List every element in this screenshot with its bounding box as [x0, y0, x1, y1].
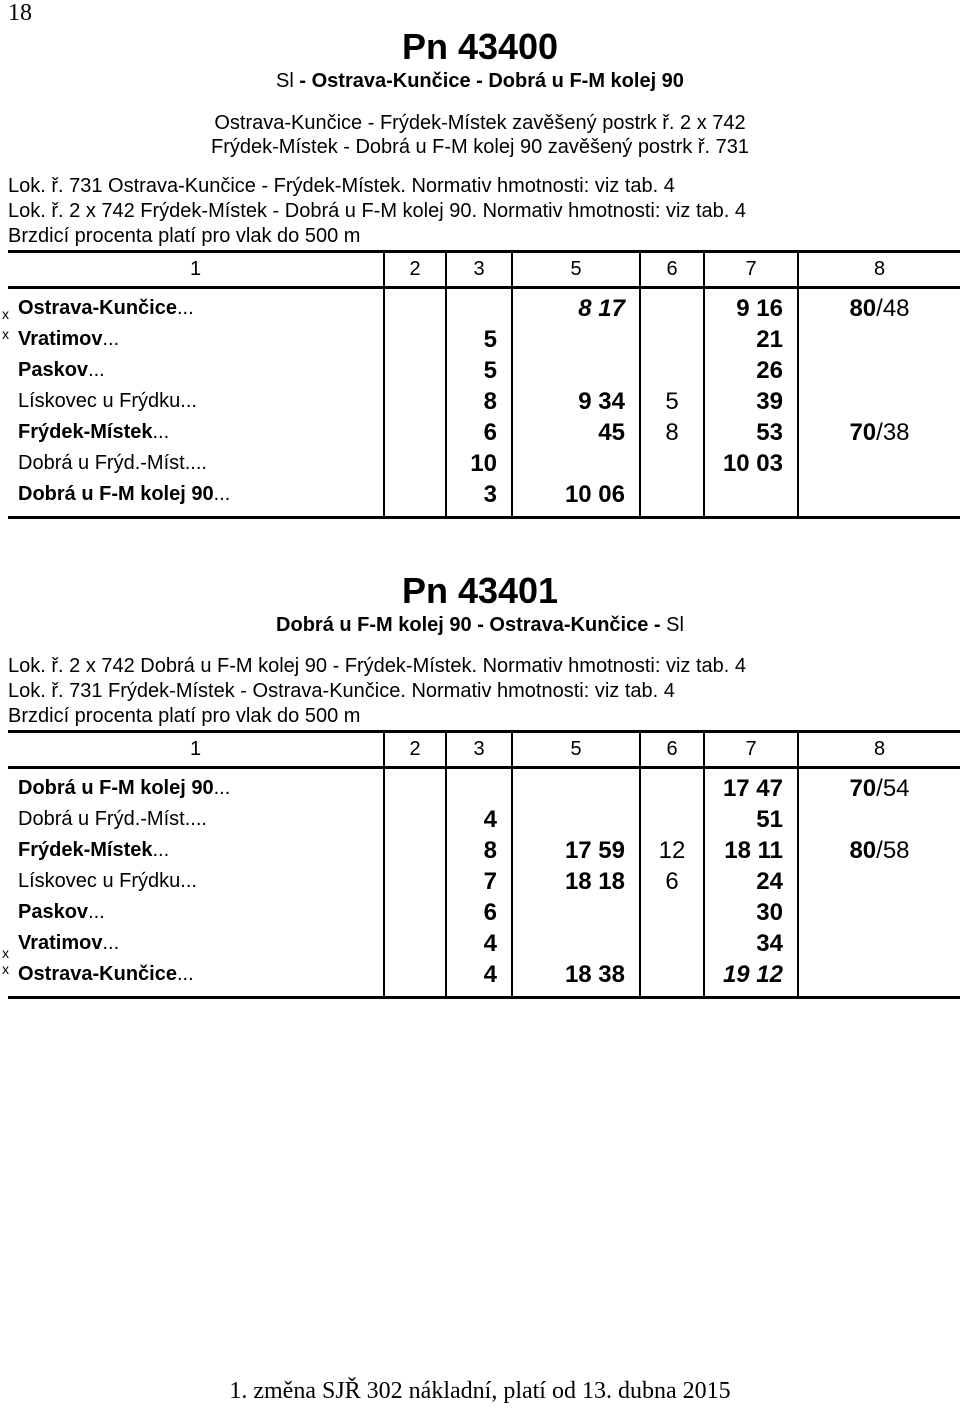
col-7-cell: 53	[704, 417, 798, 448]
col-3-cell: 4	[446, 804, 512, 835]
train-info-1c: Brzdicí procenta platí pro vlak do 500 m	[8, 225, 361, 247]
column-header-2: 2	[384, 252, 446, 288]
timetable-row	[8, 417, 960, 448]
col-6-cell: 5	[640, 386, 704, 417]
page-number: 18	[8, 0, 32, 26]
col-3-cell: 10	[446, 448, 512, 479]
col-5-cell	[512, 324, 640, 355]
col-6-cell	[640, 479, 704, 518]
station-mark: x	[2, 945, 9, 961]
train-title-1: Pn 43400	[401, 26, 559, 67]
col-3-cell: 5	[446, 355, 512, 386]
col-3-cell: 8	[446, 386, 512, 417]
timetable-row	[8, 448, 960, 479]
station-name: Lískovec u Frýdku	[18, 870, 181, 892]
col-3-cell: 4	[446, 928, 512, 959]
timetable-header	[8, 732, 960, 768]
station-name: Paskov	[18, 359, 89, 381]
col-3-cell	[446, 768, 512, 805]
col-8-cell	[798, 804, 960, 835]
train-info-1b: Lok. ř. 2 x 742 Frýdek-Místek - Dobrá u F-M kolej 90. Normativ hmotnosti: viz tab. 4	[8, 200, 747, 222]
station-cell	[8, 448, 384, 479]
station-dots: ...	[213, 777, 231, 799]
timetable-row	[8, 355, 960, 386]
col-2-cell	[384, 897, 446, 928]
station-mark: x	[2, 306, 9, 322]
col-6-cell	[640, 448, 704, 479]
train-route-1	[0, 70, 960, 93]
timetable-1	[2, 250, 960, 519]
col-7-cell: 18 11	[704, 835, 798, 866]
col-8-cell	[798, 835, 960, 866]
col-3-cell: 8	[446, 835, 512, 866]
col-7-cell: 34	[704, 928, 798, 959]
station-name: Ostrava-Kunčice	[18, 963, 177, 985]
column-header-2: 2	[384, 732, 446, 768]
station-cell	[8, 804, 384, 835]
column-header-5: 5	[512, 732, 640, 768]
station-cell	[8, 866, 384, 897]
col-2-cell	[384, 417, 446, 448]
col-7-cell: 21	[704, 324, 798, 355]
timetable-row	[8, 479, 960, 518]
station-name: Dobrá u Frýd.-Míst.	[18, 808, 191, 830]
route-origin: Sl	[276, 70, 294, 92]
col-8-cell	[798, 928, 960, 959]
col-7-cell: 10 03	[704, 448, 798, 479]
col-3-cell: 4	[446, 959, 512, 998]
station-name: Lískovec u Frýdku	[18, 390, 181, 412]
column-header-1: 1	[189, 738, 202, 760]
col-6-cell	[640, 928, 704, 959]
col-5-cell: 17 59	[512, 835, 640, 866]
station-name: Frýdek-Místek	[18, 839, 153, 861]
col-7-cell: 39	[704, 386, 798, 417]
station-name: Frýdek-Místek	[18, 421, 153, 443]
col-2-cell	[384, 324, 446, 355]
footer-note: 1. změna SJŘ 302 nákladní, platí od 13. dubna 2015	[229, 1378, 731, 1404]
brake-percent: 80	[849, 837, 877, 864]
station-name: Dobrá u F-M kolej 90	[18, 483, 214, 505]
station-dots: ...	[152, 421, 170, 443]
station-cell	[2, 324, 384, 355]
train-info-2c: Brzdicí procenta platí pro vlak do 500 m	[8, 705, 361, 727]
route-rest: Dobrá u F-M kolej 90 - Ostrava-Kunčice -	[276, 614, 667, 636]
station-cell	[8, 768, 384, 805]
brake-percent-alt: /58	[876, 837, 910, 864]
col-7-cell: 9 16	[704, 288, 798, 325]
col-2-cell	[384, 804, 446, 835]
timetable-row	[8, 866, 960, 897]
timetable-row	[8, 928, 960, 959]
col-5-cell	[512, 768, 640, 805]
column-header-7: 7	[704, 252, 798, 288]
col-8-cell	[798, 959, 960, 998]
col-8-cell	[798, 897, 960, 928]
station-name: Dobrá u F-M kolej 90	[18, 777, 214, 799]
train-title-2: Pn 43401	[401, 570, 559, 611]
col-2-cell	[384, 288, 446, 325]
station-dots: ...	[102, 328, 120, 350]
col-2-cell	[384, 928, 446, 959]
column-header-8: 8	[798, 252, 960, 288]
column-header-6: 6	[640, 252, 704, 288]
station-cell	[2, 288, 384, 325]
col-8-cell	[798, 386, 960, 417]
station-dots: ...	[102, 932, 120, 954]
brake-percent-alt: /38	[876, 419, 910, 446]
station-cell	[8, 417, 384, 448]
col-7-cell: 26	[704, 355, 798, 386]
col-7-cell: 30	[704, 897, 798, 928]
column-header-3: 3	[446, 252, 512, 288]
col-5-cell: 8 17	[512, 288, 640, 325]
train-info-2b: Lok. ř. 731 Frýdek-Místek - Ostrava-Kunčice. Normativ hmotnosti: viz tab. 4	[8, 680, 675, 702]
col-2-cell	[384, 835, 446, 866]
timetable-row	[8, 324, 960, 355]
col-5-cell	[512, 928, 640, 959]
route-rest: - Ostrava-Kunčice - Dobrá u F-M kolej 90	[293, 70, 684, 92]
col-3-cell: 7	[446, 866, 512, 897]
col-3-cell: 3	[446, 479, 512, 518]
col-5-cell	[512, 355, 640, 386]
station-cell	[8, 835, 384, 866]
station-dots: ...	[152, 839, 170, 861]
col-3-cell: 6	[446, 417, 512, 448]
col-2-cell	[384, 386, 446, 417]
col-5-cell	[512, 804, 640, 835]
col-5-cell: 45	[512, 417, 640, 448]
station-dots: ...	[213, 483, 231, 505]
station-dots: ...	[176, 297, 194, 319]
timetable-row	[8, 288, 960, 325]
col-5-cell: 10 06	[512, 479, 640, 518]
col-8-cell	[798, 355, 960, 386]
col-2-cell	[384, 768, 446, 805]
timetable-row	[8, 386, 960, 417]
col-5-cell: 18 38	[512, 959, 640, 998]
station-dots: ...	[190, 808, 207, 830]
station-cell	[2, 959, 384, 998]
col-6-cell	[640, 288, 704, 325]
station-mark: x	[2, 961, 9, 977]
brake-percent: 70	[849, 775, 877, 802]
col-3-cell: 5	[446, 324, 512, 355]
timetable-header	[8, 252, 960, 288]
brake-percent-alt: /48	[876, 295, 910, 322]
col-8-cell	[798, 768, 960, 805]
station-mark: x	[2, 326, 9, 342]
station-cell	[8, 897, 384, 928]
col-5-cell	[512, 448, 640, 479]
col-5-cell	[512, 897, 640, 928]
station-cell	[2, 928, 384, 961]
col-7-cell: 51	[704, 804, 798, 835]
station-dots: ...	[176, 963, 194, 985]
col-8-cell	[798, 288, 960, 325]
column-header-8: 8	[798, 732, 960, 768]
brake-percent-alt: /54	[876, 775, 910, 802]
column-header-7: 7	[704, 732, 798, 768]
col-6-cell	[640, 324, 704, 355]
column-header-5: 5	[512, 252, 640, 288]
col-7-cell: 24	[704, 866, 798, 897]
brake-percent: 70	[849, 419, 877, 446]
route-destination: Sl	[666, 614, 684, 636]
station-dots: ...	[190, 452, 207, 474]
station-name: Ostrava-Kunčice	[18, 297, 177, 319]
col-2-cell	[384, 448, 446, 479]
col-5-cell: 9 34	[512, 386, 640, 417]
brake-percent: 80	[849, 295, 877, 322]
column-header-1: 1	[189, 258, 202, 280]
column-header-6: 6	[640, 732, 704, 768]
col-8-cell	[798, 479, 960, 518]
station-dots: ...	[88, 359, 105, 381]
station-dots: ...	[180, 870, 197, 892]
col-3-cell	[446, 288, 512, 325]
col-8-cell	[798, 417, 960, 448]
station-dots: ...	[88, 901, 105, 923]
train-note-1b: Frýdek-Místek - Dobrá u F-M kolej 90 zavěšený postrk ř. 731	[211, 136, 749, 158]
col-2-cell	[384, 479, 446, 518]
station-name: Vratimov	[18, 932, 103, 954]
station-dots: ...	[180, 390, 197, 412]
col-6-cell	[640, 768, 704, 805]
timetable-row	[8, 768, 960, 805]
col-7-cell: 17 47	[704, 768, 798, 805]
train-info-2a: Lok. ř. 2 x 742 Dobrá u F-M kolej 90 - Frýdek-Místek. Normativ hmotnosti: viz tab. 4	[8, 655, 747, 677]
train-note-1a: Ostrava-Kunčice - Frýdek-Místek zavěšený postrk ř. 2 x 742	[214, 112, 746, 134]
timetable-row	[8, 959, 960, 998]
col-5-cell: 18 18	[512, 866, 640, 897]
col-6-cell	[640, 959, 704, 998]
col-6-cell: 8	[640, 417, 704, 448]
station-cell	[8, 355, 384, 386]
col-6-cell	[640, 897, 704, 928]
timetable-row	[8, 897, 960, 928]
col-2-cell	[384, 355, 446, 386]
col-6-cell: 12	[640, 835, 704, 866]
station-name: Paskov	[18, 901, 89, 923]
col-8-cell	[798, 866, 960, 897]
col-8-cell	[798, 448, 960, 479]
timetable-row	[8, 835, 960, 866]
col-6-cell	[640, 804, 704, 835]
train-info-1a: Lok. ř. 731 Ostrava-Kunčice - Frýdek-Místek. Normativ hmotnosti: viz tab. 4	[8, 175, 675, 197]
col-2-cell	[384, 866, 446, 897]
station-name: Dobrá u Frýd.-Míst.	[18, 452, 191, 474]
col-2-cell	[384, 959, 446, 998]
col-3-cell: 6	[446, 897, 512, 928]
station-name: Vratimov	[18, 328, 103, 350]
timetable-2	[2, 730, 960, 999]
col-6-cell: 6	[640, 866, 704, 897]
col-7-cell: 19 12	[704, 959, 798, 998]
train-route-2	[0, 614, 960, 637]
col-8-cell	[798, 324, 960, 355]
col-6-cell	[640, 355, 704, 386]
timetable-row	[8, 804, 960, 835]
column-header-3: 3	[446, 732, 512, 768]
col-7-cell	[704, 479, 798, 518]
station-cell	[8, 386, 384, 417]
station-cell	[8, 479, 384, 518]
